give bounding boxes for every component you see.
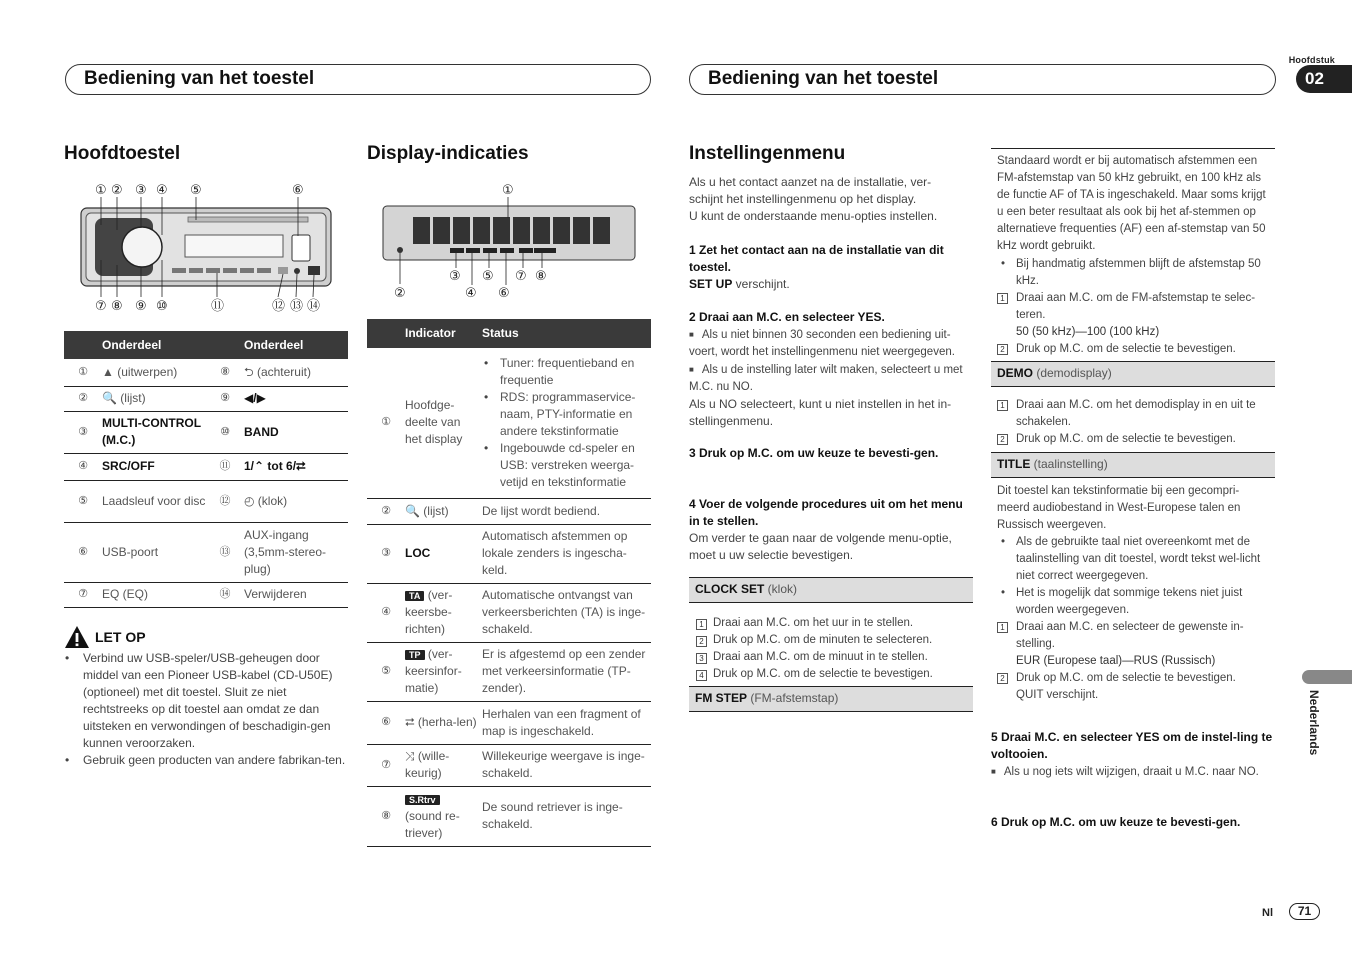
row-number: ⑦: [64, 582, 102, 607]
step-box-1: 1: [696, 619, 707, 630]
instellingen-intro: [689, 174, 973, 225]
indicator-name: Hoofdge-deelte van het display: [405, 348, 482, 498]
part-name: Verwijderen: [244, 582, 348, 607]
clock-step: Druk op M.C. om de minuten te selecteren.: [713, 634, 933, 646]
step-box-1: 1: [997, 400, 1008, 411]
fm-step-desc: (FM-afstemstap): [747, 691, 839, 705]
indicator-name: LOC: [405, 524, 482, 583]
display-drawing: [380, 180, 638, 302]
srtrv-badge: S.Rtrv: [405, 795, 440, 805]
demo-bar: [991, 361, 1275, 387]
part-name: EQ (EQ): [102, 582, 206, 607]
status-text: Automatische ontvangst van verkeersberichten (TA) is inge-schakeld.: [482, 583, 651, 642]
display-callout-4: ④: [465, 286, 477, 301]
title-step: Druk op M.C. om de selectie te bevestigen.: [1016, 672, 1236, 684]
status-list: [482, 355, 651, 491]
title-bullet: Als de gebruikte taal niet overeenkomt met de taalinstelling van dit toestel, wordt tekst wel-licht niet correct weergegeven.: [1016, 536, 1261, 582]
row-number: ⑧: [367, 786, 405, 846]
parts-header-1: Onderdeel: [102, 331, 206, 359]
table-row: [367, 642, 651, 701]
display-heading: Display-indicaties: [367, 143, 529, 164]
display-callout-7: ⑦: [515, 269, 527, 284]
step-title: 5 Draai M.C. en selecteer YES om de instel-ling te voltooien.: [991, 730, 1273, 761]
fm-step-bullet: Bij handmatig afstemmen blijft de afstemstap 50 kHz.: [1016, 258, 1261, 287]
step-4: [689, 496, 973, 564]
intro-line: Als u het contact aanzet na de installatie, ver-: [689, 175, 932, 189]
part-name: 1/⌃ tot 6/⮂: [244, 453, 348, 480]
title-label: TITLE: [997, 457, 1031, 471]
row-number: ①: [367, 348, 405, 498]
clock-step: Draai aan M.C. om de minuut in te stellen.: [713, 651, 928, 663]
demo-steps: [997, 397, 1269, 448]
fm-step-bar: [689, 686, 973, 712]
footer-lang-code: Nl: [1262, 907, 1273, 919]
table-row: [64, 480, 348, 522]
clock-step: Draai aan M.C. om het uur in te stellen.: [713, 617, 914, 629]
status-item: • RDS: programmaservice-naam, PTY-informatie en andere tekstinformatie: [482, 389, 651, 440]
step-title: 2 Draai aan M.C. en selecteer YES.: [689, 310, 885, 324]
step-2: [689, 309, 973, 430]
table-row: [64, 386, 348, 411]
status-text: Willekeurige weergave is inge-schakeld.: [482, 744, 651, 786]
clock-set-bar: [689, 577, 973, 603]
step-note: ■ Als u de instelling later wilt maken, selecteert u met M.C. nu NO.: [689, 361, 973, 396]
indicator-name: ⮂ (herha-len): [405, 701, 482, 744]
step-box-2: 2: [997, 434, 1008, 445]
tp-badge: TP: [405, 650, 425, 660]
demo-desc: (demodisplay): [1033, 366, 1112, 380]
parts-table: [64, 331, 348, 608]
part-name: SRC/OFF: [102, 453, 206, 480]
caution-title: LET OP: [95, 628, 146, 645]
display-callout-3: ③: [449, 269, 461, 284]
status-text: De lijst wordt bediend.: [482, 498, 651, 524]
head-unit-illustration: [80, 180, 340, 315]
table-row: [367, 744, 651, 786]
part-name: BAND: [244, 411, 348, 453]
fm-step-label: FM STEP: [695, 691, 748, 705]
intro-line: schijnt het instellingenmenu op het display.: [689, 192, 917, 206]
callout-5: ⑤: [190, 183, 202, 198]
title-step: Draai aan M.C. en selecteer de gewenste in-stelling.: [1016, 621, 1244, 650]
display-callout-6: ⑥: [498, 286, 510, 301]
demo-step: Druk op M.C. om de selectie te bevestigen.: [1016, 433, 1236, 445]
table-row: [64, 359, 348, 386]
title-text: Dit toestel kan tekstinformatie bij een gecompri-meerd audiobestand in West-Europese talen en Russisch weergeven.: [997, 485, 1241, 531]
callout-10: ⑩: [156, 299, 168, 314]
indicator-name: 🔍 (lijst): [405, 498, 482, 524]
status-text: De sound retriever is inge-schakeld.: [482, 786, 651, 846]
step-title: 3 Druk op M.C. om uw keuze te bevesti-gen.: [689, 446, 939, 460]
table-row: [64, 411, 348, 453]
step-box-2: 2: [997, 344, 1008, 355]
indicator-table-header: [367, 319, 651, 348]
ta-badge: TA: [405, 591, 424, 601]
table-row: [367, 498, 651, 524]
display-callout-2: ②: [394, 286, 406, 301]
part-name: Laadsleuf voor disc: [102, 480, 206, 522]
indicator-table: [367, 319, 651, 847]
indicator-name: (ver-keersbe-richten): [405, 588, 453, 636]
display-callout-8: ⑧: [535, 269, 547, 284]
display-illustration: [380, 180, 638, 302]
callout-9: ⑨: [135, 299, 147, 314]
row-number: ⑫: [206, 480, 244, 522]
row-number: ①: [64, 359, 102, 386]
row-number: ⑦: [367, 744, 405, 786]
part-name: USB-poort: [102, 522, 206, 582]
row-number: ③: [367, 524, 405, 583]
row-number: ⑤: [367, 642, 405, 701]
warning-icon: [64, 625, 90, 649]
row-number: ②: [64, 386, 102, 411]
callout-13: ⑬: [290, 299, 304, 314]
clock-set-desc: (klok): [764, 582, 798, 596]
step-box-3: 3: [696, 653, 707, 664]
step-box-2: 2: [997, 673, 1008, 684]
step-box-2: 2: [696, 636, 707, 647]
ind-header-2: Status: [482, 319, 651, 348]
title-bullet: Het is mogelijk dat sommige tekens niet juist worden weergegeven.: [1016, 587, 1243, 616]
callout-7: ⑦: [95, 299, 107, 314]
callout-14: ⑭: [307, 299, 321, 314]
intro-line: U kunt de onderstaande menu-opties instellen.: [689, 209, 938, 223]
title-bar: [991, 452, 1275, 478]
quit-text: QUIT verschijnt.: [1016, 689, 1099, 701]
step-title: 6 Druk op M.C. om uw keuze te bevesti-gen.: [991, 815, 1241, 829]
demo-label: DEMO: [997, 366, 1033, 380]
step-title: 4 Voer de volgende procedures uit om het menu in te stellen.: [689, 497, 963, 528]
caution-block: [64, 624, 349, 769]
status-item: • Ingebouwde cd-speler en USB: verstreken weerga-vetijd en tekstinformatie: [482, 440, 651, 491]
part-name: ▲ (uitwerpen): [102, 359, 206, 386]
row-number: ⑪: [206, 453, 244, 480]
status-text: Automatisch afstemmen op lokale zenders is ingescha-keld.: [482, 524, 651, 583]
language-tab: [1302, 670, 1352, 684]
callout-4: ④: [156, 183, 168, 198]
caution-heading: [64, 624, 349, 650]
clock-step: Druk op M.C. om de selectie te bevestigen.: [713, 668, 933, 680]
step-1: [689, 242, 973, 293]
table-row: [367, 348, 651, 498]
fm-step-text: Standaard wordt er bij automatisch afstemmen een FM-afstemstap van 50 kHz gebruikt, en 100 kHz als de functie AF of TA is ingeschakeld. Maar soms krijgt u een beter resultaat als ook bij het af-stemmen op alternatieve frequenties (AF) een af-stemstap van 50 kHz wordt gebruikt.: [997, 155, 1266, 252]
callout-12: ⑫: [272, 299, 286, 314]
table-row: [367, 524, 651, 583]
row-number: ⑤: [64, 480, 102, 522]
clock-set-label: CLOCK SET: [695, 582, 765, 596]
status-text: Herhalen van een fragment of map is ingeschakeld.: [482, 701, 651, 744]
row-number: ⑭: [206, 582, 244, 607]
title-desc: (taalinstelling): [1030, 457, 1108, 471]
title-values: EUR (Europese taal)—RUS (Russisch): [1016, 655, 1216, 667]
instellingen-heading: Instellingenmenu: [689, 143, 846, 164]
step-5: [991, 729, 1275, 781]
callout-2: ②: [111, 183, 123, 198]
part-name: MULTI-CONTROL: [102, 416, 202, 430]
fm-step-item: Druk op M.C. om de selectie te bevestigen.: [1016, 343, 1236, 355]
indicator-name: ⤨ (wille-keurig): [405, 744, 482, 786]
row-number: ⑧: [206, 359, 244, 386]
row-number: ④: [64, 453, 102, 480]
callout-8: ⑧: [111, 299, 123, 314]
caution-item: • Verbind uw USB-speler/USB-geheugen door middel van een Pioneer USB-kabel (CD-U50E) (optioneel) met dit toestel. Sluit ze niet rechtstreeks op dit toestel aan omdat ze dan uitsteken en verwondingen of beschadigin-gen kunnen veroorzaken.: [64, 650, 349, 752]
display-callout-5: ⑤: [482, 269, 494, 284]
setup-label: SET UP: [689, 277, 733, 291]
part-name: 🔍 (lijst): [102, 386, 206, 411]
fm-step-details: • Bij handmatig afstemmen blijft de afstemstap 50 kHz. 1 Draai aan M.C. om de FM-afstemstap te selec-teren. 50 (50 kHz)—100 (100 kHz) 2 Druk op M.C. om de selectie te bevestigen.: [997, 256, 1269, 358]
callout-11: ⑪: [211, 299, 225, 314]
step-box-1: 1: [997, 622, 1008, 633]
callout-6: ⑥: [292, 183, 304, 198]
step-text: verschijnt.: [732, 277, 790, 291]
row-number: ⑨: [206, 386, 244, 411]
head-unit-drawing: [80, 180, 340, 315]
status-item: • Tuner: frequentieband en frequentie: [482, 355, 651, 389]
demo-step: Draai aan M.C. om het demodisplay in en uit te schakelen.: [1016, 399, 1256, 428]
parts-header-2: Onderdeel: [244, 331, 348, 359]
left-header-title: Bediening van het toestel: [65, 64, 651, 95]
status-text: Er is afgestemd op een zender met verkeersinformatie (TP-zender).: [482, 642, 651, 701]
page-number: 71: [1289, 903, 1320, 920]
table-row: [367, 583, 651, 642]
row-number: ⑬: [206, 522, 244, 582]
fm-step-item: Draai aan M.C. om de FM-afstemstap te selec-teren.: [1016, 292, 1256, 321]
title-section: Dit toestel kan tekstinformatie bij een gecompri-meerd audiobestand in West-Europese talen en Russisch weergeven. • Als de gebruikte taal niet overeenkomt met de taalinstelling van dit toestel, wordt tekst wel-licht niet correct weergegeven. • Het is mogelijk dat sommige tekens niet juist worden weergegeven. 1 Draai aan M.C. en selecteer de gewenste in-stelling. EUR (Europese taal)—RUS (Russisch) 2 Druk op M.C. om de selectie te bevestigen. QUIT verschijnt.: [997, 483, 1269, 704]
chapter-number: 02: [1296, 65, 1352, 93]
ind-header-1: Indicator: [405, 319, 482, 348]
step-text: Als u NO selecteert, kunt u niet instellen in het in-stellingenmenu.: [689, 397, 952, 428]
part-name: AUX-ingang (3,5mm-stereo-plug): [244, 522, 348, 582]
table-row: [64, 453, 348, 480]
step-note: ■ Als u nog iets wilt wijzigen, draait u M.C. naar NO.: [991, 763, 1275, 781]
part-name: ◀/▶: [244, 386, 348, 411]
part-name: ⮌ (achteruit): [244, 359, 348, 386]
right-header-title: Bediening van het toestel: [689, 64, 1276, 95]
fm-step-values: 50 (50 kHz)—100 (100 kHz): [1016, 326, 1160, 338]
callout-1: ①: [95, 183, 107, 198]
hoofdtoestel-heading: Hoofdtoestel: [64, 143, 181, 164]
row-number: ⑩: [206, 411, 244, 453]
language-label: Nederlands: [1307, 690, 1321, 756]
row-number: ②: [367, 498, 405, 524]
row-number: ③: [64, 411, 102, 453]
step-box-1: 1: [997, 293, 1008, 304]
step-box-4: 4: [696, 670, 707, 681]
step-6: [991, 814, 1275, 831]
step-note: ■ Als u niet binnen 30 seconden een bediening uit-voert, wordt het instellingenmenu niet weergegeven.: [689, 326, 973, 361]
step-3: [689, 445, 973, 462]
callout-3: ③: [135, 183, 147, 198]
display-callout-1: ①: [502, 183, 514, 198]
chapter-label: Hoofdstuk: [1288, 55, 1335, 65]
indicator-name: (sound re-triever): [405, 808, 460, 840]
clock-steps: [696, 615, 973, 683]
table-row: [367, 786, 651, 846]
language-label-wrap: [1296, 690, 1336, 780]
part-name: ◴ (klok): [244, 480, 348, 522]
table-row: [64, 522, 348, 582]
step-title: 1 Zet het contact aan na de installatie van dit toestel.: [689, 243, 944, 274]
step-text: Om verder te gaan naar de volgende menu-optie, moet u uw selectie bevestigen.: [689, 531, 952, 562]
indicator-name: (ver-keersinfor-matie): [405, 647, 462, 695]
parts-table-header: [64, 331, 348, 359]
table-row: [367, 701, 651, 744]
part-abbrev: (M.C.): [102, 433, 136, 447]
row-number: ④: [367, 583, 405, 642]
row-number: ⑥: [367, 701, 405, 744]
caution-item: • Gebruik geen producten van andere fabrikan-ten.: [64, 752, 349, 769]
row-number: ⑥: [64, 522, 102, 582]
table-row: [64, 582, 348, 607]
